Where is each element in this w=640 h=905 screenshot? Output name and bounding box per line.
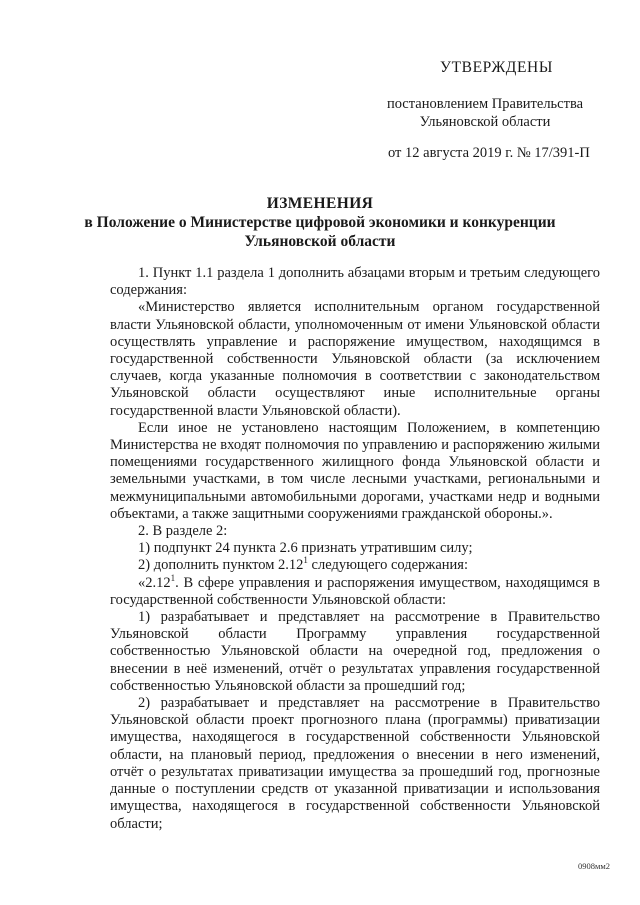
document-body — [110, 265, 600, 833]
title-line-2: в Положение о Министерстве цифровой экономики и конкуренции — [84, 214, 556, 231]
paragraph-8: 1) разрабатывает и представляет на рассмотрение в Правительство Ульяновской области Программу управления государственной собственностью Ульяновской области на очередной год, предложения о внесении в неё изменений, отчёт о результатах управления государственной собственностью Ульяновской области за прошедший год; — [110, 609, 600, 694]
decree-line-2: Ульяновской области — [419, 114, 551, 130]
decree-date: от 12 августа 2019 г. № 17/391-П — [388, 145, 590, 161]
decree-line-1: постановлением Правительства — [386, 96, 584, 112]
paragraph-7-text-b: . В сфере управления и распоряжения имуществом, находящимся в государственной собственности Ульяновской области: — [110, 574, 600, 608]
paragraph-4: 2. В разделе 2: — [138, 523, 228, 540]
paragraph-1: 1. Пункт 1.1 раздела 1 дополнить абзацами вторым и третьим следующего содержания: — [110, 265, 600, 299]
paragraph-6-text-b: следующего содержания: — [307, 557, 468, 574]
paragraph-5: 1) подпункт 24 пункта 2.6 признать утратившим силу; — [138, 540, 473, 557]
decree-block — [360, 95, 610, 131]
paragraph-7-text-a: «2.12 — [138, 574, 171, 591]
paragraph-9: 2) разрабатывает и представляет на рассмотрение в Правительство Ульяновской области проект прогнозного плана (программы) приватизации имущества, находящегося в государственной собственности Ульяновской области, на плановый период, предложения о внесении в него изменений, отчёт о результатах приватизации имущества за прошедший год, прогнозные данные о поступлении средств от указанной приватизации и использования имущества, находящегося в государственной собственности Ульяновской области; — [110, 695, 600, 832]
paragraph-6 — [110, 557, 600, 574]
paragraph-3: Если иное не установлено настоящим Положением, в компетенцию Министерства не входят полномочия по управлению и распоряжению жилыми помещениями государственного жилищного фонда Ульяновской области и земельными участками, в том числе лесными участками, региональными и межмуниципальными автомобильными дорогами, участками недр и водными объектами, а также защитными сооружениями гражданской обороны.». — [110, 419, 600, 522]
paragraph-7-superscript: 1 — [170, 572, 176, 583]
document-title — [80, 194, 560, 251]
paragraph-2: «Министерство является исполнительным органом государственной власти Ульяновской области, уполномоченным от имени Ульяновской области осуществлять управление и распоряжение имуществом, находящимся в государственной собственности Ульяновской области (за исключением случаев, когда указанные полномочия в соответствии с законодательством Ульяновской области осуществляют иные исполнительные органы государственной власти Ульяновской области). — [110, 299, 600, 419]
approved-label: УТВЕРЖДЕНЫ — [440, 59, 553, 76]
paragraph-7 — [110, 572, 600, 609]
paragraph-6-superscript: 1 — [303, 555, 308, 566]
paragraph-6-text-a: 2) дополнить пунктом 2.12 — [138, 557, 304, 574]
footer-code: 0908мм2 — [578, 861, 611, 871]
title-line-1: ИЗМЕНЕНИЯ — [266, 195, 374, 212]
title-line-3: Ульяновской области — [244, 233, 396, 250]
